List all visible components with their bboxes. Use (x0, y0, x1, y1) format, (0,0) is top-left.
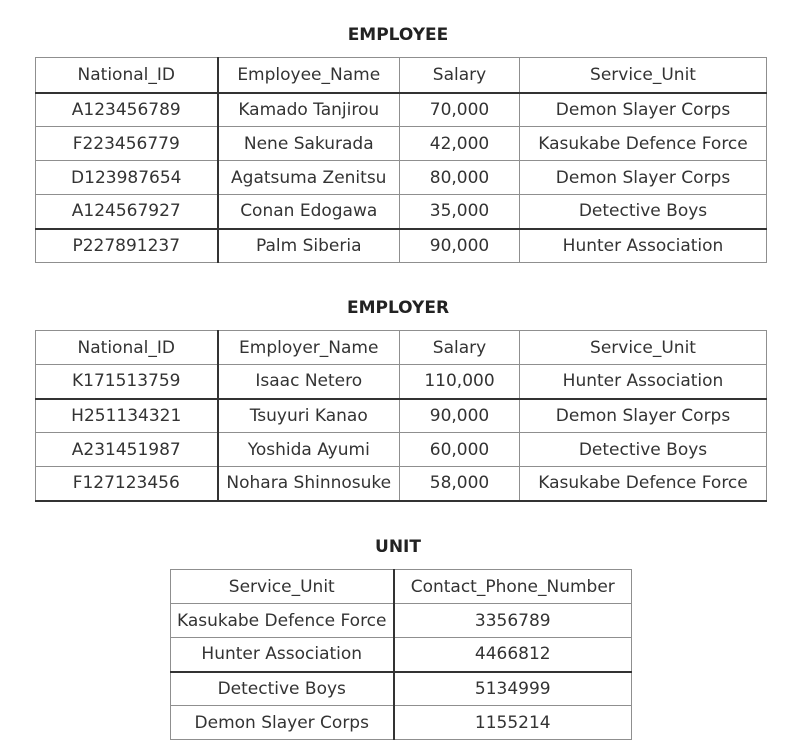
table-cell: Nohara Shinnosuke (218, 467, 400, 501)
header-cell: Salary (400, 58, 520, 93)
employer-table-title: EMPLOYER (346, 298, 450, 318)
unit-table (170, 569, 632, 740)
table-cell: 80,000 (400, 161, 520, 195)
table-cell: Kasukabe Defence Force (171, 604, 394, 638)
employee-table (35, 57, 767, 263)
table-row (171, 604, 632, 638)
table-cell: 3356789 (394, 604, 632, 638)
header-cell: Employee_Name (218, 58, 400, 93)
unit-header-row (171, 570, 632, 604)
table-cell: 90,000 (400, 399, 520, 433)
table-cell: 60,000 (400, 433, 520, 467)
table-row (36, 127, 767, 161)
table-cell: 70,000 (400, 93, 520, 127)
table-cell: Demon Slayer Corps (520, 93, 767, 127)
table-cell: Demon Slayer Corps (171, 706, 394, 740)
header-cell: Contact_Phone_Number (394, 570, 632, 604)
table-cell: Detective Boys (520, 433, 767, 467)
header-cell: Employer_Name (218, 331, 400, 365)
table-row (171, 638, 632, 672)
table-row (36, 365, 767, 399)
employer-header-row (36, 331, 767, 365)
table-cell: A231451987 (36, 433, 218, 467)
table-cell: 110,000 (400, 365, 520, 399)
table-cell: Isaac Netero (218, 365, 400, 399)
header-cell: Service_Unit (520, 331, 767, 365)
table-cell: P227891237 (36, 229, 218, 263)
employee-header-row (36, 58, 767, 93)
table-cell: Agatsuma Zenitsu (218, 161, 400, 195)
table-cell: 1155214 (394, 706, 632, 740)
table-cell: Demon Slayer Corps (520, 399, 767, 433)
table-cell: Palm Siberia (218, 229, 400, 263)
table-cell: Hunter Association (171, 638, 394, 672)
table-cell: Conan Edogawa (218, 195, 400, 229)
table-row (171, 672, 632, 706)
table-cell: A123456789 (36, 93, 218, 127)
table-cell: Detective Boys (520, 195, 767, 229)
header-cell: Service_Unit (520, 58, 767, 93)
table-cell: 42,000 (400, 127, 520, 161)
table-cell: K171513759 (36, 365, 218, 399)
table-row (36, 229, 767, 263)
table-row (36, 467, 767, 501)
table-cell: 35,000 (400, 195, 520, 229)
employer-table (35, 330, 767, 502)
table-row (36, 161, 767, 195)
table-cell: Detective Boys (171, 672, 394, 706)
table-cell: F127123456 (36, 467, 218, 501)
header-cell: National_ID (36, 58, 218, 93)
table-cell: Kamado Tanjirou (218, 93, 400, 127)
unit-table-title: UNIT (375, 537, 421, 557)
table-cell: 58,000 (400, 467, 520, 501)
table-cell: Tsuyuri Kanao (218, 399, 400, 433)
table-cell: H251134321 (36, 399, 218, 433)
header-cell: National_ID (36, 331, 218, 365)
table-row (36, 433, 767, 467)
employee-table-title: EMPLOYEE (347, 25, 449, 45)
table-cell: Demon Slayer Corps (520, 161, 767, 195)
header-cell: Salary (400, 331, 520, 365)
table-cell: 4466812 (394, 638, 632, 672)
table-cell: 90,000 (400, 229, 520, 263)
table-cell: Kasukabe Defence Force (520, 467, 767, 501)
table-cell: Hunter Association (520, 229, 767, 263)
table-row (36, 195, 767, 229)
table-cell: Hunter Association (520, 365, 767, 399)
table-row (36, 399, 767, 433)
table-cell: A124567927 (36, 195, 218, 229)
table-cell: Yoshida Ayumi (218, 433, 400, 467)
header-cell: Service_Unit (171, 570, 394, 604)
table-cell: Kasukabe Defence Force (520, 127, 767, 161)
table-row (36, 93, 767, 127)
table-row (171, 706, 632, 740)
table-cell: F223456779 (36, 127, 218, 161)
table-cell: D123987654 (36, 161, 218, 195)
table-cell: 5134999 (394, 672, 632, 706)
table-cell: Nene Sakurada (218, 127, 400, 161)
